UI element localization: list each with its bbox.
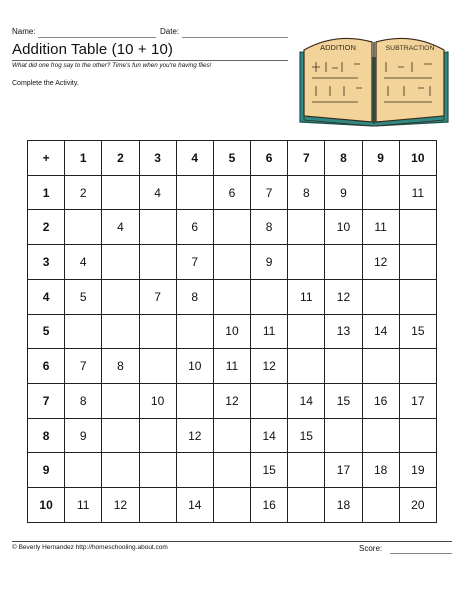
answer-cell-blank[interactable] [139,453,176,488]
answer-cell-blank[interactable] [102,314,139,349]
answer-cell: 16 [362,384,399,419]
answer-cell-blank[interactable] [399,349,436,384]
answer-cell: 15 [288,418,325,453]
header-cell: 9 [362,141,399,176]
answer-cell-blank[interactable] [213,418,250,453]
copyright-text: © Beverly Hernandez http://homeschooling.about.com [12,544,168,551]
answer-cell: 11 [399,175,436,210]
answer-cell: 10 [325,210,362,245]
answer-cell-blank[interactable] [102,175,139,210]
answer-cell: 8 [251,210,288,245]
answer-cell: 17 [325,453,362,488]
name-label: Name: [12,27,36,36]
table-row [28,279,437,314]
header-cell: 3 [139,141,176,176]
answer-cell: 7 [139,279,176,314]
answer-cell: 10 [139,384,176,419]
header-cell: 2 [28,210,65,245]
page-title: Addition Table (10 + 10) [12,41,173,58]
header-cell: 5 [28,314,65,349]
answer-cell-blank[interactable] [139,349,176,384]
table-row [28,384,437,419]
instruction-text: Complete the Activity. [12,80,79,87]
answer-cell-blank[interactable] [288,349,325,384]
answer-cell-blank[interactable] [288,245,325,280]
header-cell: + [28,141,65,176]
answer-cell: 14 [176,488,213,523]
answer-cell-blank[interactable] [399,245,436,280]
answer-cell: 12 [213,384,250,419]
answer-cell-blank[interactable] [176,384,213,419]
header-cell: 4 [28,279,65,314]
answer-cell: 11 [362,210,399,245]
answer-cell: 16 [251,488,288,523]
header-cell: 7 [28,384,65,419]
answer-cell-blank[interactable] [139,210,176,245]
answer-cell: 14 [362,314,399,349]
answer-cell: 18 [325,488,362,523]
answer-cell-blank[interactable] [325,349,362,384]
answer-cell-blank[interactable] [251,279,288,314]
riddle-subtitle: What did one frog say to the other? Time's fun when you're having flies! [12,62,212,69]
table-row [28,314,437,349]
answer-cell-blank[interactable] [362,349,399,384]
name-date-row [12,27,288,39]
answer-cell: 15 [251,453,288,488]
answer-cell-blank[interactable] [362,279,399,314]
answer-cell-blank[interactable] [65,210,102,245]
answer-cell-blank[interactable] [325,245,362,280]
answer-cell: 9 [325,175,362,210]
answer-cell-blank[interactable] [102,418,139,453]
answer-cell: 4 [102,210,139,245]
answer-cell-blank[interactable] [102,384,139,419]
table-row [28,418,437,453]
title-divider [12,60,288,61]
table-row [28,175,437,210]
header-cell: 4 [176,141,213,176]
answer-cell: 8 [102,349,139,384]
answer-cell-blank[interactable] [102,245,139,280]
header-cell: 7 [288,141,325,176]
date-line[interactable] [182,37,288,38]
table-row [28,210,437,245]
answer-cell-blank[interactable] [288,488,325,523]
header-cell: 6 [251,141,288,176]
header-row [28,141,437,176]
answer-cell-blank[interactable] [176,314,213,349]
answer-cell: 14 [288,384,325,419]
answer-cell-blank[interactable] [139,488,176,523]
answer-cell-blank[interactable] [362,418,399,453]
answer-cell-blank[interactable] [139,314,176,349]
answer-cell-blank[interactable] [288,210,325,245]
answer-cell-blank[interactable] [325,418,362,453]
answer-cell-blank[interactable] [102,453,139,488]
answer-cell: 11 [65,488,102,523]
answer-cell: 17 [399,384,436,419]
footer [12,541,452,553]
answer-cell: 12 [325,279,362,314]
answer-cell: 12 [251,349,288,384]
answer-cell-blank[interactable] [139,418,176,453]
answer-cell-blank[interactable] [399,279,436,314]
answer-cell: 5 [65,279,102,314]
header-cell: 2 [102,141,139,176]
header-cell: 10 [399,141,436,176]
addition-page-title: ADDITION [320,43,356,52]
answer-cell-blank[interactable] [102,279,139,314]
answer-cell: 11 [251,314,288,349]
answer-cell-blank[interactable] [65,453,102,488]
addition-table [27,140,437,523]
header-cell: 8 [325,141,362,176]
answer-cell-blank[interactable] [176,175,213,210]
answer-cell: 4 [139,175,176,210]
answer-cell: 15 [399,314,436,349]
table-row [28,488,437,523]
header-cell: 1 [65,141,102,176]
answer-cell: 19 [399,453,436,488]
table-row [28,453,437,488]
answer-cell-blank[interactable] [399,418,436,453]
name-line[interactable] [38,37,156,38]
answer-cell-blank[interactable] [213,488,250,523]
answer-cell-blank[interactable] [213,210,250,245]
answer-cell: 12 [176,418,213,453]
answer-cell: 7 [65,349,102,384]
answer-cell: 11 [213,349,250,384]
addition-table-body [28,141,437,523]
answer-cell: 7 [176,245,213,280]
header-cell: 5 [213,141,250,176]
answer-cell-blank[interactable] [288,314,325,349]
answer-cell: 13 [325,314,362,349]
answer-cell: 18 [362,453,399,488]
answer-cell-blank[interactable] [176,453,213,488]
table-row [28,245,437,280]
date-label: Date: [160,27,180,36]
answer-cell: 6 [213,175,250,210]
subtraction-page-title: SUBTRACTION [385,45,435,52]
answer-cell: 9 [251,245,288,280]
answer-cell-blank[interactable] [139,245,176,280]
answer-cell: 10 [213,314,250,349]
answer-cell: 8 [65,384,102,419]
answer-cell-blank[interactable] [362,488,399,523]
answer-cell-blank[interactable] [399,210,436,245]
open-book-illustration [296,28,452,128]
header-cell: 3 [28,245,65,280]
answer-cell: 8 [176,279,213,314]
answer-cell: 9 [65,418,102,453]
answer-cell-blank[interactable] [65,314,102,349]
answer-cell: 10 [176,349,213,384]
answer-cell: 11 [288,279,325,314]
answer-cell: 15 [325,384,362,419]
answer-cell: 2 [65,175,102,210]
answer-cell-blank[interactable] [213,453,250,488]
header-cell: 10 [28,488,65,523]
header-cell: 8 [28,418,65,453]
answer-cell-blank[interactable] [362,175,399,210]
answer-cell: 14 [251,418,288,453]
table-row [28,349,437,384]
header-cell: 1 [28,175,65,210]
answer-cell-blank[interactable] [213,245,250,280]
answer-cell: 6 [176,210,213,245]
answer-cell: 7 [251,175,288,210]
answer-cell-blank[interactable] [251,384,288,419]
answer-cell: 12 [362,245,399,280]
answer-cell-blank[interactable] [213,279,250,314]
answer-cell: 20 [399,488,436,523]
score-label: Score: [359,544,383,553]
answer-cell-blank[interactable] [288,453,325,488]
answer-cell: 12 [102,488,139,523]
header-cell: 9 [28,453,65,488]
score-line[interactable] [390,553,452,554]
header-cell: 6 [28,349,65,384]
answer-cell: 8 [288,175,325,210]
answer-cell: 4 [65,245,102,280]
